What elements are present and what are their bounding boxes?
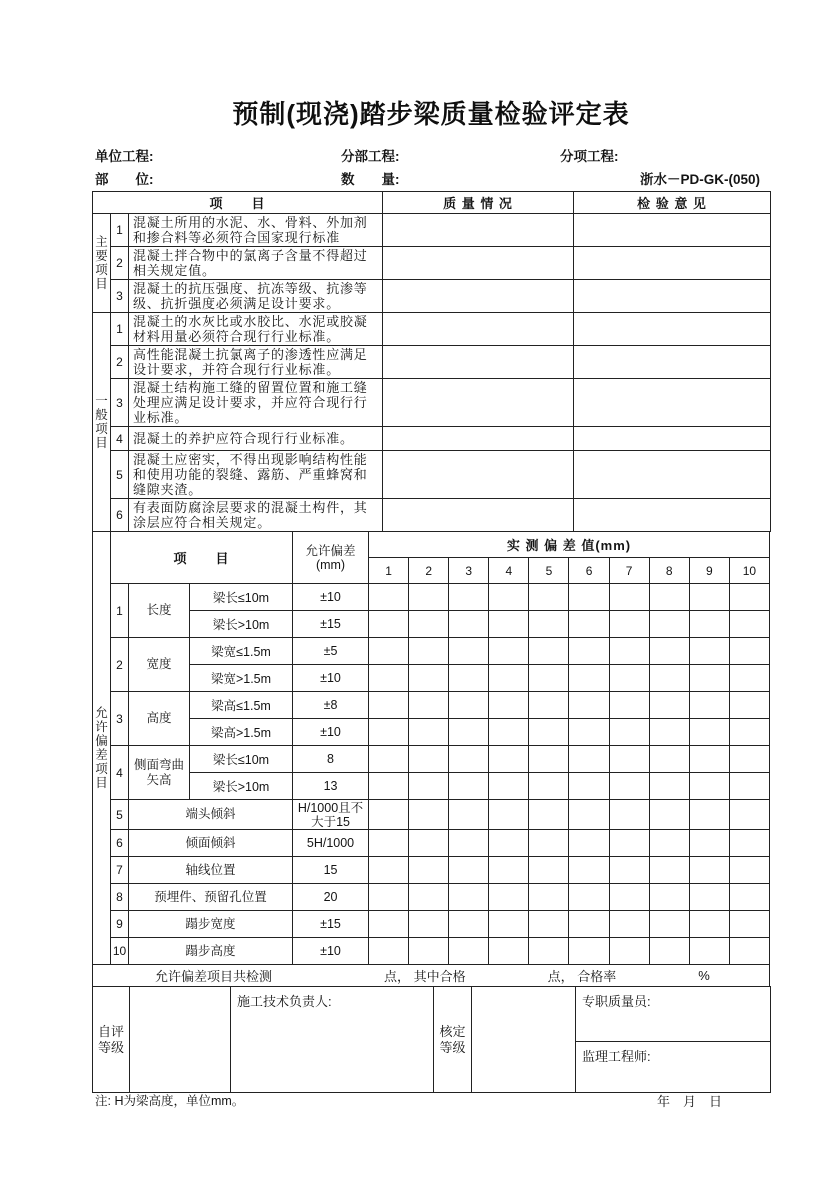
summary-percent-sign: % <box>698 968 710 983</box>
row-number: 1 <box>111 313 129 346</box>
row-name: 蹋步宽度 <box>129 911 293 938</box>
measured-value-cell <box>609 638 649 665</box>
measure-col: 3 <box>449 558 489 584</box>
quality-cell <box>383 346 574 379</box>
row-name: 长度 <box>129 584 190 638</box>
measured-value-cell <box>489 773 529 800</box>
opinion-cell <box>574 247 771 280</box>
row-number: 2 <box>111 346 129 379</box>
opinion-cell <box>574 427 771 451</box>
measured-value-cell <box>489 857 529 884</box>
measured-value-cell <box>529 857 569 884</box>
measured-value-cell <box>729 800 769 830</box>
row-number: 2 <box>111 247 129 280</box>
header-item: 项 目 <box>93 192 383 214</box>
row-number: 8 <box>111 884 129 911</box>
measured-value-cell <box>689 773 729 800</box>
quality-cell <box>383 499 574 532</box>
footnote: 注: H为梁高度，单位mm。 <box>95 1094 245 1108</box>
measured-value-cell <box>489 938 529 965</box>
quantity-label: 数 量: <box>341 172 400 187</box>
measured-value-cell <box>369 830 409 857</box>
measured-value-cell <box>449 665 489 692</box>
self-grade-value-cell <box>130 987 231 1093</box>
measured-value-cell <box>369 911 409 938</box>
deviation-header-item: 项 目 <box>111 532 293 584</box>
measured-value-cell <box>409 746 449 773</box>
quality-cell <box>383 280 574 313</box>
measured-value-cell <box>449 584 489 611</box>
measured-value-cell <box>689 830 729 857</box>
measured-value-cell <box>729 692 769 719</box>
deviation-header-allow: 允许偏差(mm) <box>293 532 369 584</box>
measured-value-cell <box>409 800 449 830</box>
inspection-table <box>92 191 771 532</box>
measured-value-cell <box>609 719 649 746</box>
row-condition: 梁高≤1.5m <box>190 692 293 719</box>
supervisor-label: 监理工程师: <box>576 1042 771 1093</box>
row-name: 宽度 <box>129 638 190 692</box>
deviation-header-measured: 实 测 偏 差 值(mm) <box>369 532 770 558</box>
measured-value-cell <box>529 773 569 800</box>
allowed-value: ±15 <box>293 911 369 938</box>
measured-value-cell <box>569 884 609 911</box>
measured-value-cell <box>489 911 529 938</box>
measured-value-cell <box>569 911 609 938</box>
row-name: 预埋件、预留孔位置 <box>129 884 293 911</box>
measured-value-cell <box>649 773 689 800</box>
measured-value-cell <box>489 719 529 746</box>
measured-value-cell <box>569 665 609 692</box>
quality-officer-label: 专职质量员: <box>576 987 771 1042</box>
allowed-value: ±15 <box>293 611 369 638</box>
measured-value-cell <box>609 911 649 938</box>
measured-value-cell <box>649 884 689 911</box>
allowed-value: 5H/1000 <box>293 830 369 857</box>
row-number: 1 <box>111 214 129 247</box>
measured-value-cell <box>449 800 489 830</box>
measured-value-cell <box>529 746 569 773</box>
item-text: 有表面防腐涂层要求的混凝土构件，其涂层应符合相关规定。 <box>129 499 383 532</box>
measure-col: 5 <box>529 558 569 584</box>
measured-value-cell <box>449 911 489 938</box>
measured-value-cell <box>729 611 769 638</box>
row-condition: 梁长>10m <box>190 611 293 638</box>
measured-value-cell <box>729 884 769 911</box>
info-line-1 <box>0 145 838 163</box>
measured-value-cell <box>529 884 569 911</box>
measured-value-cell <box>449 938 489 965</box>
measured-value-cell <box>569 584 609 611</box>
measured-value-cell <box>409 911 449 938</box>
measured-value-cell <box>449 830 489 857</box>
allowed-value: ±10 <box>293 665 369 692</box>
summary-rate-label: 点， 合格率 <box>547 969 617 984</box>
row-name: 倾面倾斜 <box>129 830 293 857</box>
measured-value-cell <box>409 773 449 800</box>
measured-value-cell <box>609 938 649 965</box>
form-title: 预制(现浇)踏步梁质量检验评定表 <box>232 99 630 129</box>
row-number: 5 <box>111 800 129 830</box>
measured-value-cell <box>689 665 729 692</box>
allowed-value: 20 <box>293 884 369 911</box>
quality-cell <box>383 451 574 499</box>
row-number: 2 <box>111 638 129 692</box>
measured-value-cell <box>649 830 689 857</box>
measured-value-cell <box>489 611 529 638</box>
section-label-general: 一般项目 <box>93 313 111 532</box>
deviation-table <box>92 531 770 965</box>
summary-cell <box>93 965 770 987</box>
row-number: 1 <box>111 584 129 638</box>
measured-value-cell <box>489 800 529 830</box>
measure-col: 10 <box>729 558 769 584</box>
measured-value-cell <box>649 938 689 965</box>
measured-value-cell <box>449 719 489 746</box>
measured-value-cell <box>729 665 769 692</box>
measured-value-cell <box>529 911 569 938</box>
measured-value-cell <box>369 611 409 638</box>
verify-grade-value-cell <box>472 987 576 1093</box>
part-label: 部 位: <box>95 172 154 187</box>
opinion-cell <box>574 451 771 499</box>
row-number: 6 <box>111 830 129 857</box>
allowed-value: ±10 <box>293 719 369 746</box>
measured-value-cell <box>529 665 569 692</box>
measured-value-cell <box>409 884 449 911</box>
row-number: 5 <box>111 451 129 499</box>
measured-value-cell <box>409 665 449 692</box>
measured-value-cell <box>449 884 489 911</box>
quality-cell <box>383 313 574 346</box>
item-text: 混凝土结构施工缝的留置位置和施工缝处理应满足设计要求，并应符合现行行业标准。 <box>129 379 383 427</box>
row-number: 7 <box>111 857 129 884</box>
measured-value-cell <box>609 857 649 884</box>
measured-value-cell <box>369 800 409 830</box>
measured-value-cell <box>649 857 689 884</box>
measured-value-cell <box>369 884 409 911</box>
date-line: 年 月 日 <box>657 1094 723 1109</box>
measure-col: 1 <box>369 558 409 584</box>
measured-value-cell <box>569 638 609 665</box>
measured-value-cell <box>569 800 609 830</box>
measure-col: 4 <box>489 558 529 584</box>
measured-value-cell <box>489 830 529 857</box>
row-condition: 梁高>1.5m <box>190 719 293 746</box>
measured-value-cell <box>569 938 609 965</box>
measured-value-cell <box>369 665 409 692</box>
row-number: 9 <box>111 911 129 938</box>
quality-cell <box>383 214 574 247</box>
measured-value-cell <box>689 857 729 884</box>
measured-value-cell <box>689 638 729 665</box>
measured-value-cell <box>649 800 689 830</box>
measured-value-cell <box>409 719 449 746</box>
header-opinion: 检 验 意 见 <box>574 192 771 214</box>
measured-value-cell <box>489 692 529 719</box>
measured-value-cell <box>689 611 729 638</box>
measured-value-cell <box>569 857 609 884</box>
row-number: 3 <box>111 280 129 313</box>
measured-value-cell <box>569 719 609 746</box>
verify-grade-label: 核定等级 <box>434 987 472 1093</box>
measured-value-cell <box>609 800 649 830</box>
row-condition: 梁宽>1.5m <box>190 665 293 692</box>
section-label-deviation: 允许偏差项目 <box>93 532 111 965</box>
form-code: 浙水－PD-GK-(050) <box>640 172 761 187</box>
measured-value-cell <box>569 611 609 638</box>
opinion-cell <box>574 379 771 427</box>
measured-value-cell <box>609 611 649 638</box>
measure-col: 9 <box>689 558 729 584</box>
summary-checked-label: 允许偏差项目共检测 <box>155 969 273 984</box>
measured-value-cell <box>529 830 569 857</box>
allowed-value: 8 <box>293 746 369 773</box>
measured-value-cell <box>409 584 449 611</box>
item-text: 混凝土所用的水泥、水、骨料、外加剂和掺合料等必须符合国家现行标准 <box>129 214 383 247</box>
measured-value-cell <box>609 584 649 611</box>
measured-value-cell <box>649 638 689 665</box>
measured-value-cell <box>729 773 769 800</box>
item-text: 混凝土的抗压强度、抗冻等级、抗渗等级、抗折强度必须满足设计要求。 <box>129 280 383 313</box>
item-text: 混凝土的养护应符合现行行业标准。 <box>129 427 383 451</box>
measured-value-cell <box>609 773 649 800</box>
measured-value-cell <box>409 638 449 665</box>
measured-value-cell <box>409 857 449 884</box>
measured-value-cell <box>609 665 649 692</box>
measured-value-cell <box>529 584 569 611</box>
measured-value-cell <box>489 746 529 773</box>
division-project-label: 分部工程: <box>341 149 400 164</box>
row-number: 4 <box>111 746 129 800</box>
measured-value-cell <box>409 938 449 965</box>
header-quality: 质 量 情 况 <box>383 192 574 214</box>
row-number: 6 <box>111 499 129 532</box>
info-line-2 <box>0 168 838 186</box>
measured-value-cell <box>529 611 569 638</box>
measured-value-cell <box>729 719 769 746</box>
measured-value-cell <box>369 938 409 965</box>
item-text: 高性能混凝土抗氯离子的渗透性应满足设计要求，并符合现行行业标准。 <box>129 346 383 379</box>
item-text: 混凝土应密实，不得出现影响结构性能和使用功能的裂缝、露筋、严重蜂窝和缝隙夹渣。 <box>129 451 383 499</box>
measured-value-cell <box>689 800 729 830</box>
measured-value-cell <box>369 746 409 773</box>
measured-value-cell <box>729 938 769 965</box>
measured-value-cell <box>649 611 689 638</box>
section-label-main: 主要项目 <box>93 214 111 313</box>
measure-col: 7 <box>609 558 649 584</box>
form-tables <box>92 191 770 1093</box>
measured-value-cell <box>369 719 409 746</box>
measured-value-cell <box>689 692 729 719</box>
measured-value-cell <box>689 911 729 938</box>
measured-value-cell <box>689 584 729 611</box>
row-number: 3 <box>111 379 129 427</box>
measured-value-cell <box>409 611 449 638</box>
measure-col: 8 <box>649 558 689 584</box>
allowed-value: ±10 <box>293 938 369 965</box>
measured-value-cell <box>489 665 529 692</box>
measured-value-cell <box>529 692 569 719</box>
measured-value-cell <box>529 800 569 830</box>
measured-value-cell <box>529 938 569 965</box>
measured-value-cell <box>649 584 689 611</box>
quality-cell <box>383 247 574 280</box>
summary-table <box>92 964 770 987</box>
row-number: 3 <box>111 692 129 746</box>
measured-value-cell <box>609 830 649 857</box>
opinion-cell <box>574 346 771 379</box>
measured-value-cell <box>729 584 769 611</box>
opinion-cell <box>574 280 771 313</box>
sub-project-label: 分项工程: <box>560 149 619 164</box>
measured-value-cell <box>409 830 449 857</box>
measured-value-cell <box>729 830 769 857</box>
measured-value-cell <box>649 692 689 719</box>
row-number: 10 <box>111 938 129 965</box>
quality-cell <box>383 427 574 451</box>
measured-value-cell <box>369 584 409 611</box>
row-name: 端头倾斜 <box>129 800 293 830</box>
measured-value-cell <box>369 773 409 800</box>
measured-value-cell <box>729 857 769 884</box>
allowed-value: ±5 <box>293 638 369 665</box>
measure-col: 6 <box>569 558 609 584</box>
measured-value-cell <box>609 884 649 911</box>
measured-value-cell <box>489 638 529 665</box>
item-text: 混凝土拌合物中的氯离子含量不得超过相关规定值。 <box>129 247 383 280</box>
row-condition: 梁长≤10m <box>190 746 293 773</box>
measured-value-cell <box>369 638 409 665</box>
measured-value-cell <box>609 746 649 773</box>
measured-value-cell <box>449 746 489 773</box>
measured-value-cell <box>489 884 529 911</box>
measured-value-cell <box>449 773 489 800</box>
opinion-cell <box>574 214 771 247</box>
row-number: 4 <box>111 427 129 451</box>
measured-value-cell <box>569 746 609 773</box>
signature-table <box>92 986 771 1093</box>
measured-value-cell <box>369 857 409 884</box>
measured-value-cell <box>649 719 689 746</box>
row-name: 高度 <box>129 692 190 746</box>
row-condition: 梁长≤10m <box>190 584 293 611</box>
measured-value-cell <box>649 746 689 773</box>
row-condition: 梁长>10m <box>190 773 293 800</box>
row-name: 轴线位置 <box>129 857 293 884</box>
measured-value-cell <box>689 938 729 965</box>
self-grade-label: 自评等级 <box>93 987 130 1093</box>
measured-value-cell <box>609 692 649 719</box>
measured-value-cell <box>369 692 409 719</box>
measured-value-cell <box>729 911 769 938</box>
allowed-value: 15 <box>293 857 369 884</box>
measured-value-cell <box>569 773 609 800</box>
measured-value-cell <box>729 638 769 665</box>
measured-value-cell <box>689 719 729 746</box>
measured-value-cell <box>569 692 609 719</box>
measured-value-cell <box>689 884 729 911</box>
summary-passed-label: 点， 其中合格 <box>384 969 466 984</box>
quality-cell <box>383 379 574 427</box>
measure-col: 2 <box>409 558 449 584</box>
row-name: 蹋步高度 <box>129 938 293 965</box>
measured-value-cell <box>409 692 449 719</box>
measured-value-cell <box>449 692 489 719</box>
measured-value-cell <box>649 911 689 938</box>
tech-lead-label: 施工技术负责人: <box>231 987 434 1093</box>
allowed-value: ±10 <box>293 584 369 611</box>
allowed-value: 13 <box>293 773 369 800</box>
opinion-cell <box>574 313 771 346</box>
measured-value-cell <box>489 584 529 611</box>
allowed-value: H/1000且不大于15 <box>293 800 369 830</box>
measured-value-cell <box>529 638 569 665</box>
measured-value-cell <box>689 746 729 773</box>
allowed-value: ±8 <box>293 692 369 719</box>
row-name: 侧面弯曲矢高 <box>129 746 190 800</box>
measured-value-cell <box>529 719 569 746</box>
measured-value-cell <box>449 611 489 638</box>
measured-value-cell <box>449 638 489 665</box>
opinion-cell <box>574 499 771 532</box>
measured-value-cell <box>569 830 609 857</box>
row-condition: 梁宽≤1.5m <box>190 638 293 665</box>
item-text: 混凝土的水灰比或水胶比、水泥或胶凝材料用量必须符合现行行业标准。 <box>129 313 383 346</box>
unit-project-label: 单位工程: <box>95 149 154 164</box>
measured-value-cell <box>449 857 489 884</box>
measured-value-cell <box>729 746 769 773</box>
measured-value-cell <box>649 665 689 692</box>
